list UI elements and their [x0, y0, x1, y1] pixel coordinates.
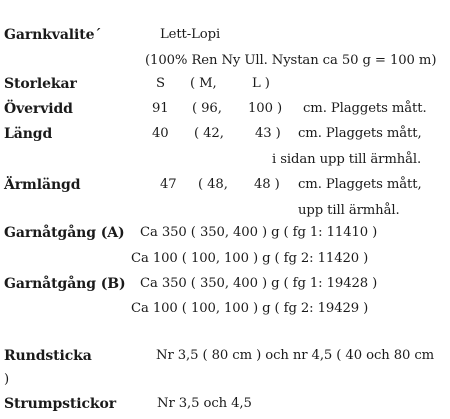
- length-note-line2: i sidan upp till ärmhål.: [272, 152, 422, 167]
- sizes-label: Storlekar: [4, 76, 77, 92]
- chest-s: 91: [152, 101, 169, 116]
- circular-needle-value-wrap: ): [4, 372, 10, 387]
- sleeve-m: ( 48,: [198, 177, 228, 192]
- yarn-quality-label: Garnkvalite´: [4, 27, 102, 43]
- chest-note: cm. Plaggets mått.: [303, 101, 427, 116]
- length-l: 43 ): [255, 126, 281, 141]
- yarn-name: Lett-Lopi: [160, 27, 221, 42]
- yarn-description: (100% Ren Ny Ull. Nystan ca 50 g = 100 m): [145, 53, 437, 68]
- length-label: Längd: [4, 126, 53, 142]
- size-l: L ): [252, 76, 270, 91]
- yarn-amount-a-row1: Ca 350 ( 350, 400 ) g ( fg 1: 11410 ): [140, 225, 378, 240]
- chest-l: 100 ): [248, 101, 283, 116]
- sleeve-note-line2: upp till ärmhål.: [298, 203, 400, 218]
- length-note: cm. Plaggets mått,: [298, 126, 422, 141]
- sleeve-label: Ärmlängd: [4, 177, 81, 193]
- yarn-amount-b-row2: Ca 100 ( 100, 100 ) g ( fg 2: 19429 ): [131, 301, 369, 316]
- sleeve-note: cm. Plaggets mått,: [298, 177, 422, 192]
- chest-m: ( 96,: [192, 101, 222, 116]
- yarn-amount-b-row1: Ca 350 ( 350, 400 ) g ( fg 1: 19428 ): [140, 276, 378, 291]
- sleeve-l: 48 ): [254, 177, 280, 192]
- length-s: 40: [152, 126, 169, 141]
- circular-needle-value: Nr 3,5 ( 80 cm ) och nr 4,5 ( 40 och 80 cm: [156, 348, 435, 363]
- dpn-value: Nr 3,5 och 4,5: [157, 396, 252, 411]
- chest-label: Övervidd: [4, 101, 73, 117]
- dpn-label: Strumpstickor: [4, 396, 117, 412]
- length-m: ( 42,: [194, 126, 224, 141]
- circular-needle-label: Rundsticka: [4, 348, 92, 364]
- size-m: ( M,: [190, 76, 217, 91]
- yarn-amount-b-label: Garnåtgång (B): [4, 276, 126, 292]
- yarn-amount-a-row2: Ca 100 ( 100, 100 ) g ( fg 2: 11420 ): [131, 251, 369, 266]
- yarn-amount-a-label: Garnåtgång (A): [4, 225, 125, 241]
- size-s: S: [156, 76, 165, 91]
- sleeve-s: 47: [160, 177, 177, 192]
